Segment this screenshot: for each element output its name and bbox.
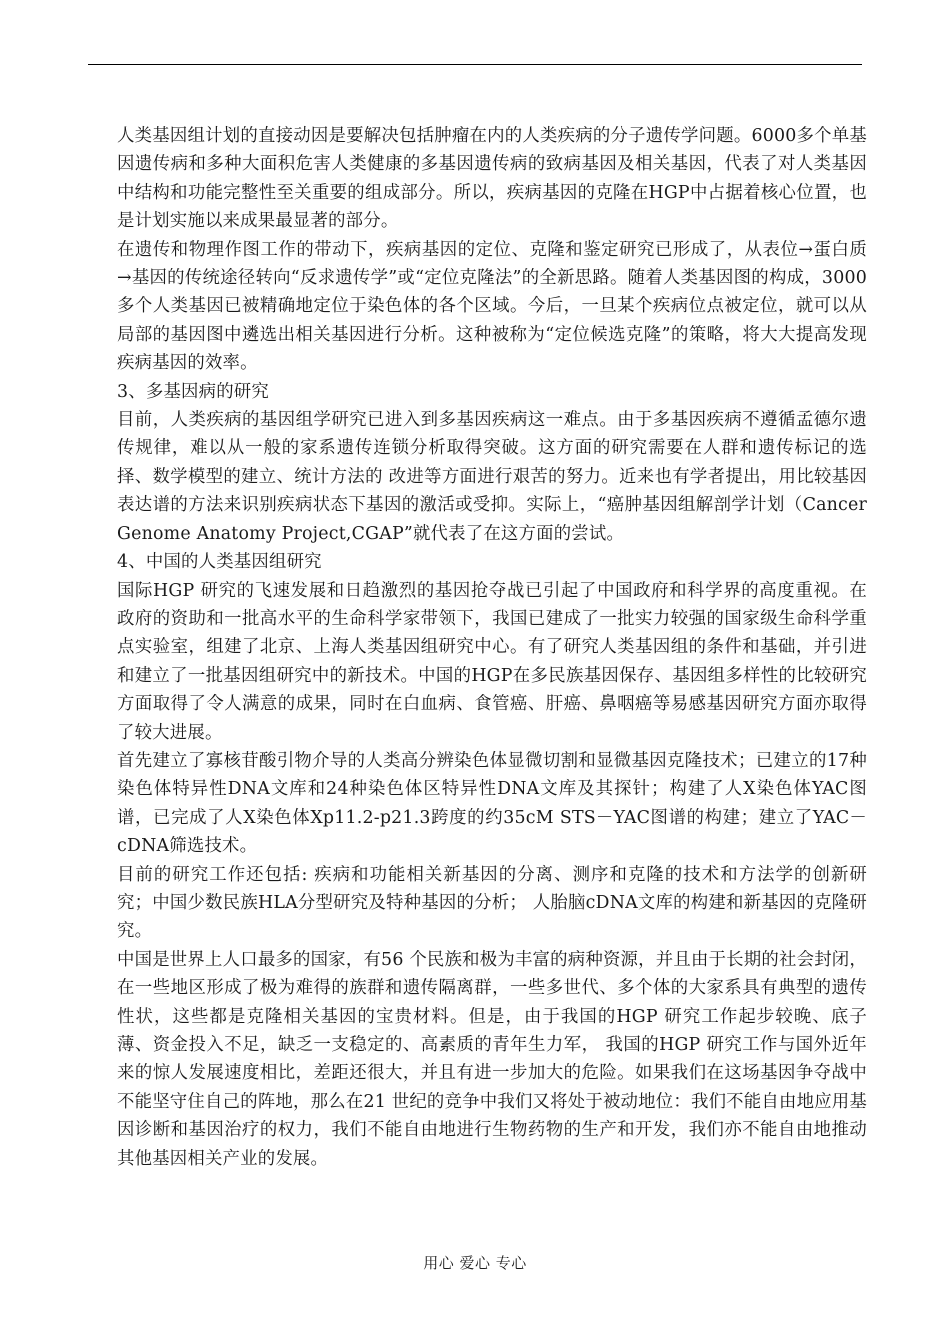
paragraph-positional-cloning: 在遗传和物理作图工作的带动下，疾病基因的定位、克隆和鉴定研究已形成了，从表位→蛋白质→基因的传统途径转向“反求遗传学”或“定位克隆法”的全新思路。随着人类基因图的构成，3000多个人类基因已被精确地定位于染色体的各个区域。今后，一旦某个疾病位点被定位，就可以从局部的基因图中遴选出相关基因进行分析。这种被称为“定位候选克隆”的策略，将大大提高发现疾病基因的效率。: [117, 239, 867, 374]
page-footer: 用心 爱心 专心: [423, 1254, 527, 1272]
paragraph-polygenic-research: 目前，人类疾病的基因组学研究已进入到多基因疾病这一难点。由于多基因疾病不遵循孟德尔遗传规律，难以从一般的家系遗传连锁分析取得突破。这方面的研究需要在人群和遗传标记的选择、数学模型的建立、统计方法的 改进等方面进行艰苦的努力。近来也有学者提出，用比较基因表达谱的方法来识别疾病状态下基因的激活或受抑。实际上，“癌肿基因组解剖学计划（Cancer Genome Anatomy Project,CGAP”就代表了在这方面的尝试。: [117, 410, 867, 544]
paragraph-techniques: 首先建立了寡核苷酸引物介导的人类高分辨染色体显微切割和显微基因克隆技术；已建立的17种染色体特异性DNA文库和24种染色体区特异性DNA文库及其探针；构建了人X染色体YAC图谱，已完成了人X染色体Xp11.2-p21.3跨度的约35cM STS－YAC图谱的构建；建立了YAC－cDNA筛选技术。: [117, 750, 867, 857]
paragraph-disease-genes: 人类基因组计划的直接动因是要解决包括肿瘤在内的人类疾病的分子遗传学问题。6000多个单基因遗传病和多种大面积危害人类健康的多基因遗传病的致病基因及相关基因，代表了对人类基因中结构和功能完整性至关重要的组成部分。所以，疾病基因的克隆在HGP中占据着核心位置，也是计划实施以来成果最显著的部分。: [117, 126, 867, 232]
paragraph-challenges: 中国是世界上人口最多的国家，有56 个民族和极为丰富的病种资源，并且由于长期的社会封闭，在一些地区形成了极为难得的族群和遗传隔离群，一些多世代、多个体的大家系具有典型的遗传性状，这些都是克隆相关基因的宝贵材料。但是，由于我国的HGP 研究工作起步较晚、底子薄、资金投入不足，缺乏一支稳定的、高素质的青年生力军， 我国的HGP 研究工作与国外近年来的惊人发展速度相比，差距还很大，并且有进一步加大的危险。如果我们在这场基因争夺战中不能坚守住自己的阵地，那么在21 世纪的竞争中我们又将处于被动地位：我们不能自由地应用基因诊断和基因治疗的权力，我们不能自由地进行生物药物的生产和开发，我们亦不能自由地推动其他基因相关产业的发展。: [117, 949, 867, 1169]
section-heading-polygenic: 3、多基因病的研究: [117, 381, 269, 402]
section-heading-china: 4、中国的人类基因组研究: [117, 552, 322, 573]
header-rule: [88, 64, 862, 65]
document-body: [117, 122, 867, 1173]
paragraph-current-work: 目前的研究工作还包括: 疾病和功能相关新基因的分离、测序和克隆的技术和方法学的创新研究；中国少数民族HLA分型研究及特种基因的分析； 人胎脑cDNA文库的构建和新基因的克隆研究。: [117, 864, 867, 942]
paragraph-china-progress: 国际HGP 研究的飞速发展和日趋激烈的基因抢夺战已引起了中国政府和科学界的高度重视。在政府的资助和一批高水平的生命科学家带领下，我国已建成了一批实力较强的国家级生命科学重点实验室，组建了北京、上海人类基因组研究中心。有了研究人类基因组的条件和基础，并引进和建立了一批基因组研究中的新技术。中国的HGP在多民族基因保存、基因组多样性的比较研究方面取得了令人满意的成果，同时在白血病、食管癌、肝癌、鼻咽癌等易感基因研究方面亦取得了较大进展。: [117, 580, 867, 743]
